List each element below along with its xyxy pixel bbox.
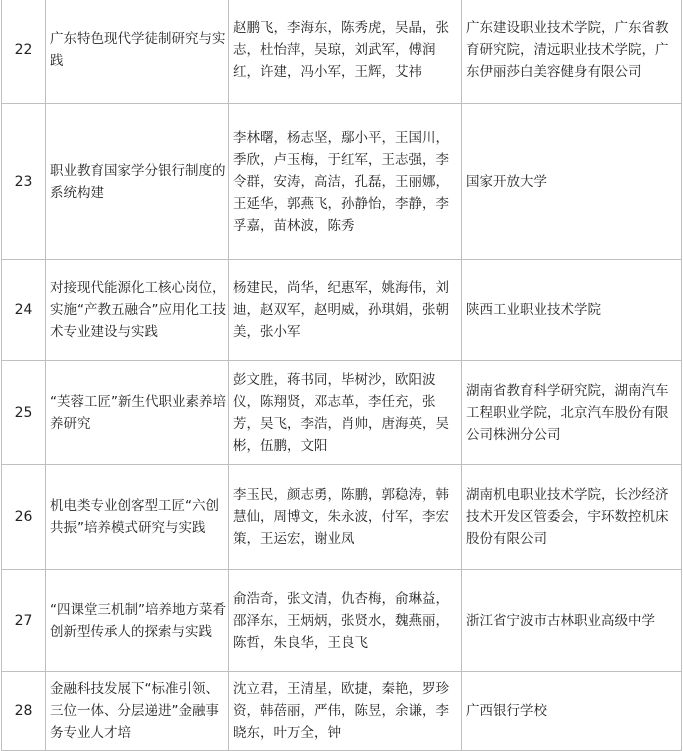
project-members: 赵鹏飞，李海东，陈秀虎，吴晶，张志，杜怡萍，吴琼，刘武军，傅润红，许建，冯小军，王辉，艾祎 bbox=[229, 0, 462, 104]
row-number: 27 bbox=[2, 570, 46, 672]
project-institutions: 浙江省宁波市古林职业高级中学 bbox=[462, 570, 682, 672]
project-institutions: 国家开放大学 bbox=[462, 104, 682, 260]
table-row bbox=[2, 672, 682, 751]
project-members: 俞浩奇，张文清，仇杏梅，俞琳益，邵泽东，王炳炳，张贤水，魏燕丽，陈哲，朱良华，王良飞 bbox=[229, 570, 462, 672]
project-institutions: 广东建设职业技术学院，广东省教育研究院，清远职业技术学院，广东伊丽莎白美容健身有限公司 bbox=[462, 0, 682, 104]
project-title: 广东特色现代学徒制研究与实践 bbox=[46, 0, 229, 104]
project-title: “四课堂三机制”培养地方菜肴创新型传承人的探索与实践 bbox=[46, 570, 229, 672]
table-row bbox=[2, 361, 682, 465]
project-members: 李玉民，颜志勇，陈鹏，郭稳涛，韩慧仙，周博文，朱永波，付军，李宏策，王运宏，谢业凤 bbox=[229, 465, 462, 570]
row-number: 25 bbox=[2, 361, 46, 465]
table-row bbox=[2, 104, 682, 260]
table-row bbox=[2, 570, 682, 672]
project-members: 沈立君，王清星，欧捷，秦艳，罗珍资，韩蓓丽，严伟，陈昱，余谦，李晓东，叶万全，钟 bbox=[229, 672, 462, 751]
project-title: 金融科技发展下“标准引领、三位一体、分层递进”金融事务专业人才培 bbox=[46, 672, 229, 751]
row-number: 28 bbox=[2, 672, 46, 751]
project-members: 杨建民，尚华，纪惠军，姚海伟，刘迪，赵双军，赵明威，孙琪娟，张朝美，张小军 bbox=[229, 260, 462, 361]
table-row bbox=[2, 0, 682, 104]
row-number: 26 bbox=[2, 465, 46, 570]
row-number: 22 bbox=[2, 0, 46, 104]
project-institutions: 湖南机电职业技术学院，长沙经济技术开发区管委会，宇环数控机床股份有限公司 bbox=[462, 465, 682, 570]
project-title: 对接现代能源化工核心岗位，实施“产教五融合”应用化工技术专业建设与实践 bbox=[46, 260, 229, 361]
project-institutions: 陕西工业职业技术学院 bbox=[462, 260, 682, 361]
project-title: “芙蓉工匠”新生代职业素养培养研究 bbox=[46, 361, 229, 465]
table-row bbox=[2, 465, 682, 570]
project-members: 彭文胜，蒋书同，毕树沙，欧阳波仪，陈翔贤，邓志革，李任充，张芳，吴飞，李浩，肖帅，唐海英，吴彬，伍鹏，文阳 bbox=[229, 361, 462, 465]
row-number: 24 bbox=[2, 260, 46, 361]
project-title: 职业教育国家学分银行制度的系统构建 bbox=[46, 104, 229, 260]
project-institutions: 湖南省教育科学研究院，湖南汽车工程职业学院，北京汽车股份有限公司株洲分公司 bbox=[462, 361, 682, 465]
row-number: 23 bbox=[2, 104, 46, 260]
table-row bbox=[2, 260, 682, 361]
project-members: 李林曙，杨志坚，鄢小平，王国川，季欣，卢玉梅，于红军，王志强，李令群，安涛，高洁，孔磊，王丽娜，王延华，郭燕飞，孙静怡，李静，李孚嘉，苗林波，陈秀 bbox=[229, 104, 462, 260]
project-institutions: 广西银行学校 bbox=[462, 672, 682, 751]
awards-table bbox=[1, 0, 682, 751]
project-title: 机电类专业创客型工匠“六创共振”培养模式研究与实践 bbox=[46, 465, 229, 570]
